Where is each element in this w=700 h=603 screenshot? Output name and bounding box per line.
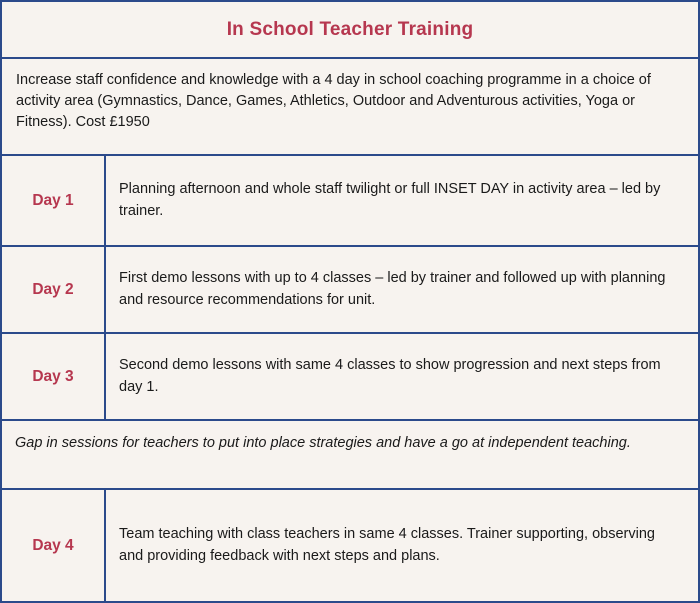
intro-row: [2, 59, 698, 156]
day-label: Day 3: [32, 367, 74, 385]
day-description-cell: [106, 490, 698, 601]
table-row: [2, 490, 698, 601]
gap-note: Gap in sessions for teachers to put into place strategies and have a go at independent teaching.: [15, 435, 631, 451]
gap-note-row: [2, 421, 698, 490]
title-row: [2, 2, 698, 59]
day-label: Day 1: [32, 191, 74, 209]
day-description: Planning afternoon and whole staff twilight or full INSET DAY in activity area – led by trainer.: [119, 181, 661, 219]
day-label-cell: [2, 156, 106, 245]
day-label: Day 2: [32, 280, 74, 298]
intro-text: Increase staff confidence and knowledge with a 4 day in school coaching programme in a choice of activity area (Gymnastics, Dance, Games, Athletics, Outdoor and Adventurous activities, Yoga or Fitness). Cost £1950: [16, 72, 651, 131]
table-row: [2, 334, 698, 421]
day-description: First demo lessons with up to 4 classes – led by trainer and followed up with planning and resource recommendations for unit.: [119, 270, 666, 308]
day-description-cell: [106, 334, 698, 419]
day-description: Second demo lessons with same 4 classes to show progression and next steps from day 1.: [119, 357, 661, 395]
day-description-cell: [106, 247, 698, 332]
day-description: Team teaching with class teachers in same 4 classes. Trainer supporting, observing and providing feedback with next steps and plans.: [119, 526, 655, 564]
day-label-cell: [2, 490, 106, 601]
day-label-cell: [2, 334, 106, 419]
day-description-cell: [106, 156, 698, 245]
table-row: [2, 247, 698, 334]
page-title: In School Teacher Training: [226, 18, 474, 40]
table-row: [2, 156, 698, 247]
day-label-cell: [2, 247, 106, 332]
day-label: Day 4: [32, 536, 74, 554]
